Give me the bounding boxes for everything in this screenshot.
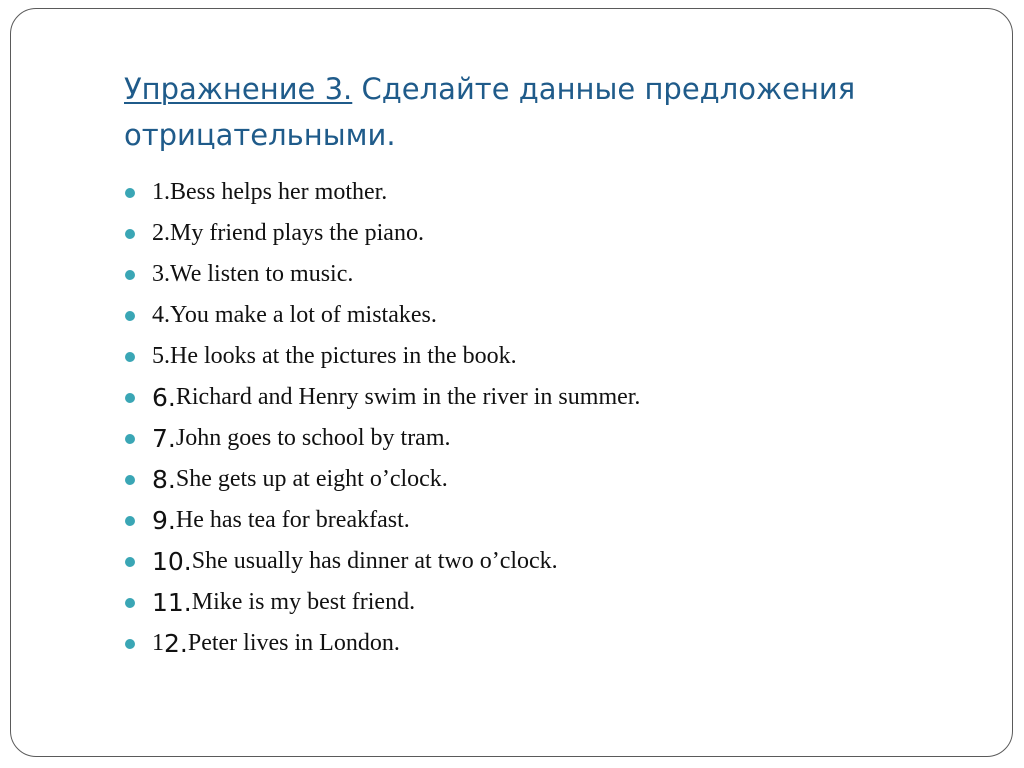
item-number: 9. xyxy=(152,506,176,535)
item-number: 6. xyxy=(152,383,176,412)
item-number: 1. xyxy=(152,179,170,205)
item-text: We listen to music. xyxy=(170,261,354,287)
bullet-icon xyxy=(125,229,135,239)
list-item xyxy=(125,377,640,418)
bullet-icon xyxy=(125,434,135,444)
item-text: Bess helps her mother. xyxy=(170,179,388,205)
item-number: 5. xyxy=(152,343,170,369)
item-number: 7. xyxy=(152,424,176,453)
item-number: 2. xyxy=(164,629,188,658)
title-exercise-label: Упражнение 3. xyxy=(124,72,353,106)
bullet-icon xyxy=(125,639,135,649)
item-number: 3. xyxy=(152,261,170,287)
item-text: He has tea for breakfast. xyxy=(175,507,410,533)
bullet-icon xyxy=(125,475,135,485)
item-text: She usually has dinner at two o’clock. xyxy=(191,548,558,574)
list-item xyxy=(125,623,640,664)
list-item xyxy=(125,336,640,377)
sentence-list xyxy=(125,172,640,664)
slide-title xyxy=(124,66,974,158)
bullet-icon xyxy=(125,516,135,526)
bullet-icon xyxy=(125,598,135,608)
list-item xyxy=(125,500,640,541)
item-text: She gets up at eight o’clock. xyxy=(175,466,448,492)
list-item xyxy=(125,541,640,582)
item-number: 11. xyxy=(152,588,192,617)
title-instruction: Сделайте данные предложения отрицательными. xyxy=(124,72,856,152)
item-text: My friend plays the piano. xyxy=(170,220,424,246)
bullet-icon xyxy=(125,393,135,403)
item-text: Richard and Henry swim in the river in summer. xyxy=(175,384,641,410)
list-item xyxy=(125,254,640,295)
item-number: 8. xyxy=(152,465,176,494)
item-number: 10. xyxy=(152,547,192,576)
list-item xyxy=(125,213,640,254)
item-number: 4. xyxy=(152,302,170,328)
item-number: 2. xyxy=(152,220,170,246)
bullet-icon xyxy=(125,188,135,198)
bullet-icon xyxy=(125,311,135,321)
item-text: Peter lives in London. xyxy=(187,630,400,656)
item-text: You make a lot of mistakes. xyxy=(170,302,437,328)
list-item xyxy=(125,295,640,336)
list-item xyxy=(125,418,640,459)
bullet-icon xyxy=(125,270,135,280)
list-item xyxy=(125,459,640,500)
list-item xyxy=(125,172,640,213)
list-item xyxy=(125,582,640,623)
item-text: He looks at the pictures in the book. xyxy=(170,343,517,369)
item-number-lead: 1 xyxy=(152,630,164,656)
bullet-icon xyxy=(125,557,135,567)
item-text: John goes to school by tram. xyxy=(175,425,451,451)
slide-frame xyxy=(10,8,1013,757)
item-text: Mike is my best friend. xyxy=(191,589,416,615)
bullet-icon xyxy=(125,352,135,362)
